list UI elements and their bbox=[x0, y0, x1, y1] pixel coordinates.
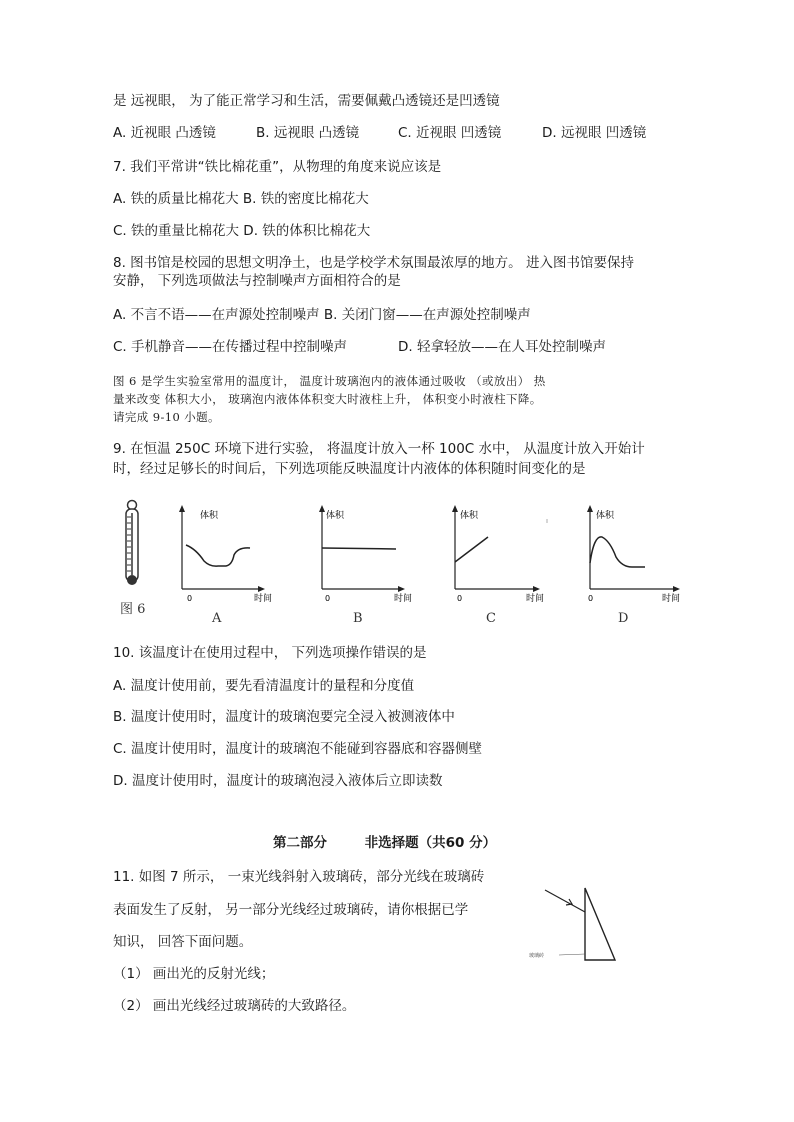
q8-options-ab: A. 不言不语——在声源处控制噪声 B. 关闭门窗——在声源处控制噪声 bbox=[113, 307, 531, 323]
graph-a-origin: 0 bbox=[187, 594, 193, 603]
question-6-stem-end: 是 远视眼， 为了能正常学习和生活，需要佩戴凸透镜还是凹透镜 bbox=[113, 93, 500, 109]
graph-a-x-label: 时间 bbox=[254, 594, 273, 604]
graph-b-x-label: 时间 bbox=[394, 594, 413, 604]
graph-d-origin: 0 bbox=[588, 594, 594, 603]
light-ray-icon bbox=[545, 890, 585, 912]
graph-b-origin: 0 bbox=[325, 594, 331, 603]
graph-c bbox=[452, 505, 544, 604]
q6-option-c: C. 近视眼 凹透镜 bbox=[398, 125, 502, 141]
q6-option-b: B. 远视眼 凸透镜 bbox=[256, 125, 360, 141]
intro-9-10-line-1: 图 6 是学生实验室常用的温度计， 温度计玻璃泡内的液体通过吸收 （或放出） 热 bbox=[113, 374, 546, 388]
question-8-stem-1: 8. 图书馆是校园的思想文明净土，也是学校学术氛围最浓厚的地方。 进入图书馆要保持 bbox=[113, 255, 634, 271]
q8-option-c: C. 手机静音——在传播过程中控制噪声 bbox=[113, 339, 348, 355]
graph-c-y-label: 体积 bbox=[460, 511, 479, 521]
q8-option-d: D. 轻拿轻放——在人耳处控制噪声 bbox=[398, 339, 606, 355]
section-2-heading: 第二部分 非选择题（共60 分） bbox=[273, 835, 497, 851]
graph-c-x-label: 时间 bbox=[526, 594, 545, 604]
q6-option-a: A. 近视眼 凸透镜 bbox=[113, 125, 216, 141]
q10-option-c: C. 温度计使用时，温度计的玻璃泡不能碰到容器底和容器侧壁 bbox=[113, 741, 483, 757]
graph-d bbox=[587, 505, 680, 604]
question-9-stem-2: 时，经过足够长的时间后，下列选项能反映温度计内液体的体积随时间变化的是 bbox=[113, 461, 586, 477]
q11-subquestion-1: （1） 画出光的反射光线； bbox=[113, 966, 275, 982]
q7-options-ab: A. 铁的质量比棉花大 B. 铁的密度比棉花大 bbox=[113, 191, 369, 207]
q10-option-a: A. 温度计使用前，要先看清温度计的量程和分度值 bbox=[113, 678, 415, 694]
q11-subquestion-2: （2） 画出光线经过玻璃砖的大致路径。 bbox=[113, 998, 356, 1014]
figure-7 bbox=[525, 880, 625, 970]
graph-a bbox=[179, 505, 272, 604]
graph-b-label: B bbox=[353, 611, 363, 626]
graph-b bbox=[319, 505, 412, 604]
graph-c-label: C bbox=[486, 611, 496, 626]
q7-options-cd: C. 铁的重量比棉花大 D. 铁的体积比棉花大 bbox=[113, 223, 371, 239]
question-11-stem-2: 表面发生了反射， 另一部分光线经过玻璃砖，请你根据已学 bbox=[113, 902, 469, 918]
graph-d-label: D bbox=[618, 611, 629, 626]
figure-6-caption: 图 6 bbox=[120, 602, 146, 617]
q10-option-d: D. 温度计使用时，温度计的玻璃泡浸入液体后立即读数 bbox=[113, 773, 443, 789]
graph-d-x-label: 时间 bbox=[662, 594, 681, 604]
question-11-stem-1: 11. 如图 7 所示， 一束光线斜射入玻璃砖，部分光线在玻璃砖 bbox=[113, 869, 485, 885]
question-7-stem: 7. 我们平常讲“铁比棉花重”，从物理的角度来说应该是 bbox=[113, 159, 442, 175]
graph-a-label: A bbox=[212, 611, 222, 626]
question-10-stem: 10. 该温度计在使用过程中， 下列选项操作错误的是 bbox=[113, 645, 427, 661]
graph-b-y-label: 体积 bbox=[326, 511, 345, 521]
graph-d-y-label: 体积 bbox=[596, 511, 615, 521]
question-9-stem-1: 9. 在恒温 250C 环境下进行实验， 将温度计放入一杯 100C 水中， 从温度计放入开始计 bbox=[113, 441, 645, 457]
intro-9-10-line-3: 请完成 9-10 小题。 bbox=[113, 410, 220, 424]
q10-option-b: B. 温度计使用时，温度计的玻璃泡要完全浸入被测液体中 bbox=[113, 709, 455, 725]
intro-9-10-line-2: 量来改变 体积大小， 玻璃泡内液体体积变大时液柱上升， 体积变小时液柱下降。 bbox=[113, 392, 542, 406]
q6-option-d: D. 远视眼 凹透镜 bbox=[542, 125, 647, 141]
thermometer-icon bbox=[126, 501, 138, 586]
question-8-stem-2: 安静， 下列选项做法与控制噪声方面相符合的是 bbox=[113, 273, 401, 289]
glass-brick-icon bbox=[585, 888, 615, 960]
question-11-stem-3: 知识， 回答下面问题。 bbox=[113, 934, 253, 950]
graph-c-origin: 0 bbox=[457, 594, 463, 603]
graph-a-y-label: 体积 bbox=[200, 511, 219, 521]
glass-brick-label: 玻璃砖 bbox=[529, 953, 545, 959]
